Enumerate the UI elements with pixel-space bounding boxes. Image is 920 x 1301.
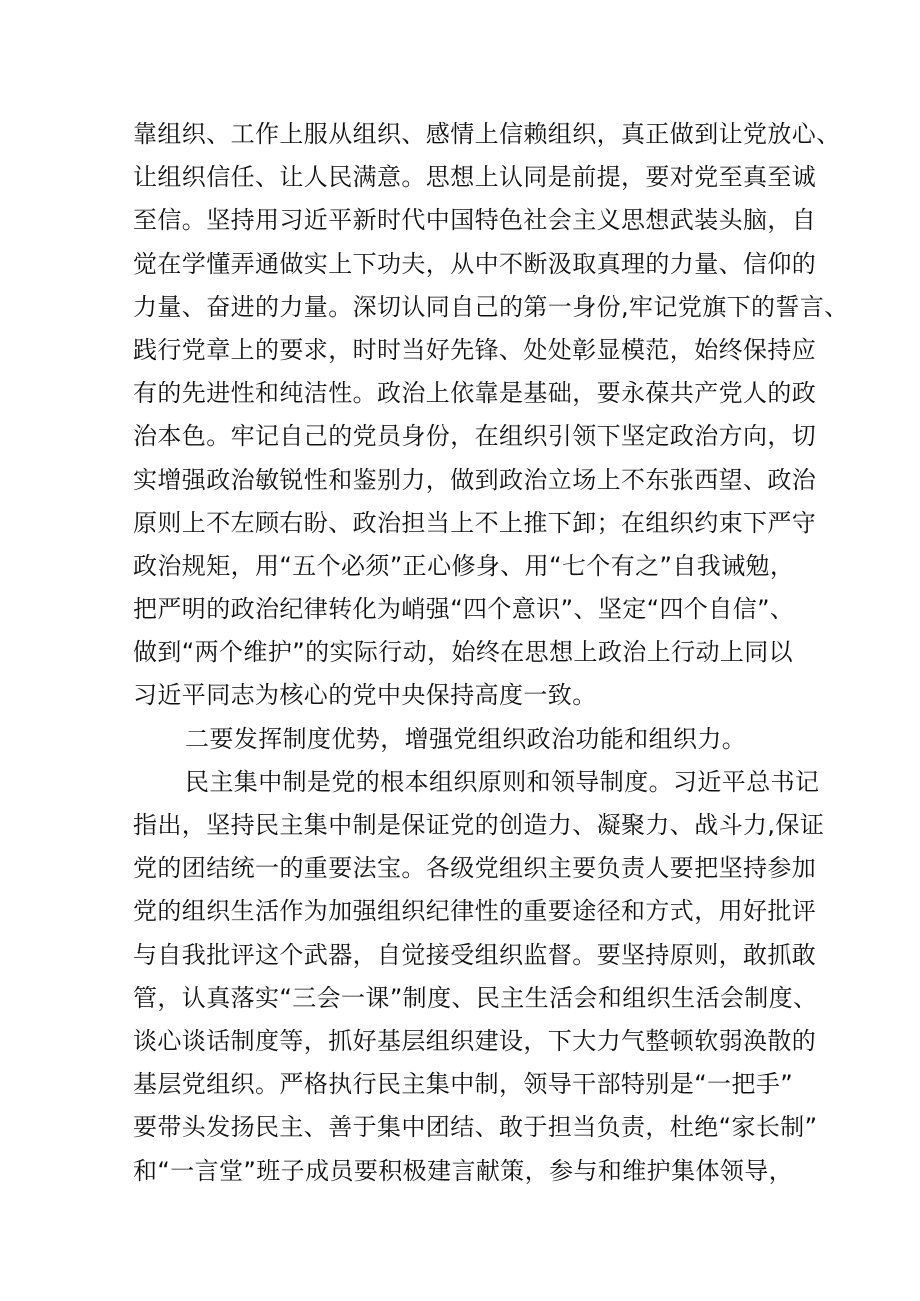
text-line: 要带头发扬民主、善于集中团结、敢于担当负责，杜绝“家长制” [133, 1113, 818, 1142]
text-line: 治本色。牢记自己的党员身份，在组织引领下坚定政治方向，切 [133, 422, 817, 451]
text-line: 让组织信任、让人民满意。思想上认同是前提，要对党至真至诚 [133, 163, 817, 192]
text-line: 党的团结统一的重要法宝。各级党组织主要负责人要把坚持参加 [133, 854, 817, 883]
body-text [133, 113, 849, 1193]
text-line: 和“一言堂”班子成员要积极建言献策，参与和维护集体领导， [133, 1156, 794, 1185]
text-line: 觉在学懂弄通做实上下功夫，从中不断汲取真理的力量、信仰的 [133, 249, 817, 278]
text-line: 基层党组织。严格执行民主集中制，领导干部特别是“一把手” [133, 1070, 794, 1099]
section-heading: 二要发挥制度优势，增强党组织政治功能和组织力。 [185, 724, 747, 753]
text-line: 力量、奋进的力量。深切认同自己的第一身份,牢记党旗下的誓言、 [133, 292, 849, 321]
text-line: 有的先进性和纯洁性。政治上依靠是基础，要永葆共产党人的政 [133, 379, 817, 408]
text-line: 谈心谈话制度等，抓好基层组织建设，下大力气整顿软弱涣散的 [133, 1026, 817, 1055]
text-line: 实增强政治敏锐性和鉴别力，做到政治立场上不东张西望、政治 [133, 465, 817, 494]
text-line: 指出，坚持民主集中制是保证党的创造力、凝聚力、战斗力,保证 [133, 811, 825, 839]
text-line: 靠组织、工作上服从组织、感情上信赖组织，真正做到让党放心、 [133, 120, 841, 148]
text-line: 至信。坚持用习近平新时代中国特色社会主义思想武装头脑，自 [133, 206, 817, 235]
text-line: 习近平同志为核心的党中央保持高度一致。 [133, 681, 597, 710]
paragraph-first-line: 民主集中制是党的根本组织原则和领导制度。习近平总书记 [185, 767, 820, 796]
text-line: 原则上不左顾右盼、政治担当上不上推下卸；在组织约束下严守 [133, 508, 817, 537]
text-line: 把严明的政治纪律转化为峭强“四个意识”、坚定“四个自信”、 [133, 595, 795, 624]
text-line: 管，认真落实“三会一课”制度、民主生活会和组织生活会制度、 [133, 983, 818, 1012]
text-line: 与自我批评这个武器，自觉接受组织监督。要坚持原则，敢抓敢 [133, 940, 817, 969]
text-line: 践行党章上的要求，时时当好先锋、处处彰显模范，始终保持应 [133, 335, 817, 364]
text-line: 做到“两个维护”的实际行动，始终在思想上政治上行动上同以 [133, 638, 794, 667]
text-line: 党的组织生活作为加强组织纪律性的重要途径和方式，用好批评 [133, 897, 817, 926]
text-line: 政治规矩，用“五个必须”正心修身、用“七个有之”自我诫勉， [133, 551, 795, 580]
